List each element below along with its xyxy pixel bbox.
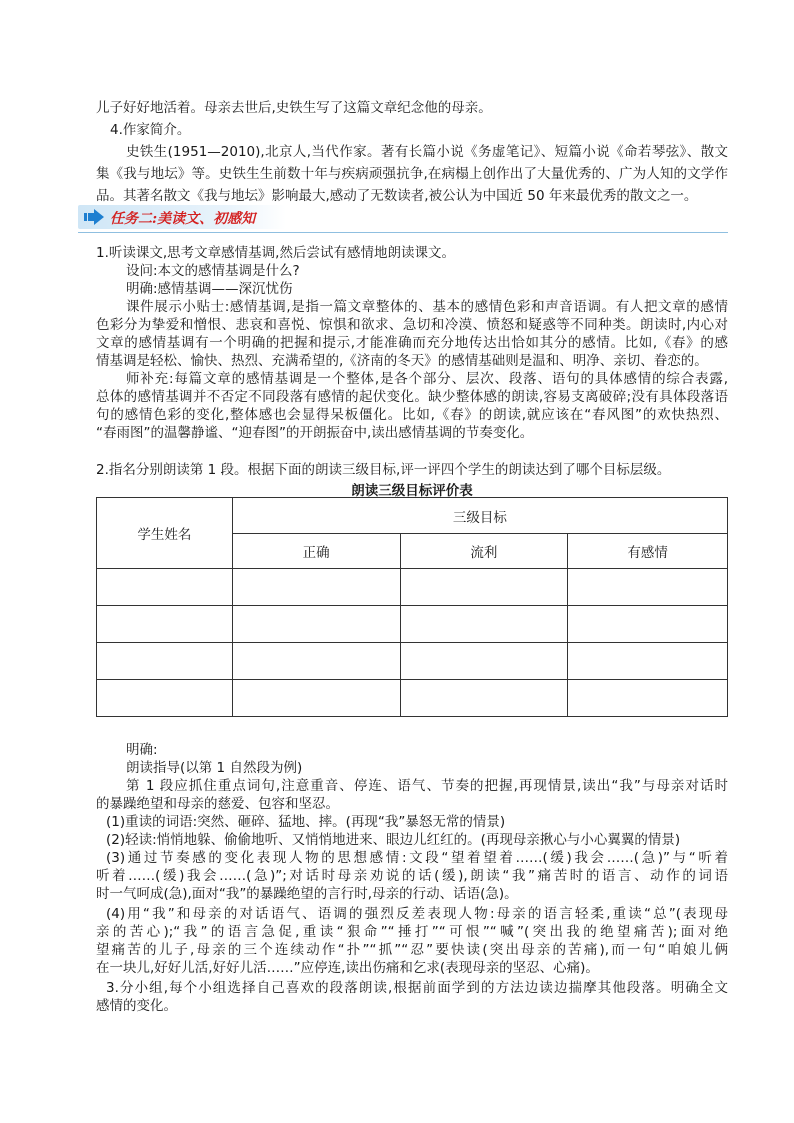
table-cell	[568, 643, 728, 680]
evaluation-table	[96, 497, 728, 717]
guide-item-3-line: 时一气呵成(急),面对“我”的暴躁绝望的言行时,母亲的行动、话语(急)。	[96, 886, 518, 902]
author-paragraph-line: 史铁生(1951—2010),北京人,当代作家。著有长篇小说《务虚笔记》、短篇小说《命若琴弦》、散文	[126, 144, 728, 160]
table-cell	[568, 606, 728, 643]
supplement-paragraph-line: 总体的感情基调并不否定不同段落有感情的起伏变化。缺少整体感的朗读,容易支离破碎;没有具体段落语	[96, 389, 728, 405]
table-row	[97, 643, 728, 680]
question-1-ask: 设问:本文的感情基调是什么?	[126, 263, 300, 279]
header-student-name: 学生姓名	[97, 498, 233, 569]
supplement-paragraph-line: “春雨图”的温馨静谧、“迎春图”的开朗振奋中,读出感情基调的节奏变化。	[96, 425, 534, 441]
question-1-answer: 明确:感情基调——深沉忧伤	[126, 281, 293, 297]
table-row	[97, 569, 728, 606]
guide-heading: 朗读指导(以第 1 自然段为例)	[126, 760, 303, 776]
header-three-level-goal: 三级目标	[232, 498, 727, 534]
header-correct: 正确	[232, 534, 400, 569]
table-cell	[97, 569, 233, 606]
question-3-line: 感情的变化。	[96, 998, 177, 1014]
banner-divider	[78, 232, 728, 233]
tip-paragraph-line: 课件展示小贴士:感情基调,是指一篇文章整体的、基本的感情色彩和声音语调。有人把文章的感情	[126, 299, 728, 315]
table-row	[97, 606, 728, 643]
table-cell	[232, 606, 400, 643]
table-caption: 朗读三级目标评价表	[351, 483, 473, 499]
author-paragraph-line: 集《我与地坛》等。史铁生生前数十年与疾病顽强抗争,在病榻上创作出了大量优秀的、广为人知的文学作	[96, 166, 728, 182]
table-cell	[568, 569, 728, 606]
table-cell	[232, 569, 400, 606]
question-3-line: 3.分小组,每个小组选择自己喜欢的段落朗读,根据前面学到的方法边读边揣摩其他段落。明确全文	[106, 980, 728, 996]
task-banner	[78, 205, 288, 231]
table-cell	[400, 569, 568, 606]
tip-paragraph-line: 情基调是轻松、愉快、热烈、充满希望的,《济南的冬天》的感情基础则是温和、明净、亲切、眷恋的。	[96, 353, 708, 369]
arrow-right-icon	[84, 209, 104, 225]
table-row	[97, 680, 728, 717]
answer-heading: 明确:	[126, 742, 158, 758]
header-fluent: 流利	[400, 534, 568, 569]
author-heading: 4.作家简介。	[110, 122, 191, 138]
guide-item-4-line: 亲的苦心);“我”的语言急促,重读“狠命”“捶打”“可恨”“喊”(突出我的绝望痛苦);面对绝	[96, 924, 728, 940]
guide-item-3-line: 听着……(缓)我会……(急)”;对话时母亲劝说的话(缓),朗读“我”痛苦时的语言、动作的词语	[96, 868, 728, 884]
guide-paragraph-line: 第 1 段应抓住重点词句,注意重音、停连、语气、节奏的把握,再现情景,读出“我”与母亲对话时	[126, 778, 728, 794]
header-emotion: 有感情	[568, 534, 728, 569]
guide-item-3-line: (3)通过节奏感的变化表现人物的思想感情:文段“望着望着……(缓)我会……(急)”与“听着	[106, 850, 728, 866]
guide-item-2: (2)轻读:悄悄地躲、偷偷地听、又悄悄地进来、眼边儿红红的。(再现母亲揪心与小心翼翼的情景)	[106, 832, 681, 848]
author-paragraph-line: 品。其著名散文《我与地坛》影响最大,感动了无数读者,被公认为中国近 50 年来最优秀的散文之一。	[96, 188, 698, 204]
guide-paragraph-line: 的暴躁绝望和母亲的慈爱、包容和坚忍。	[96, 796, 339, 812]
table-cell	[97, 606, 233, 643]
table-cell	[97, 680, 233, 717]
supplement-paragraph-line: 师补充:每篇文章的感情基调是一个整体,是各个部分、层次、段落、语句的具体感情的综合表露,	[126, 371, 728, 387]
table-cell	[400, 606, 568, 643]
table-cell	[400, 680, 568, 717]
table-cell	[232, 643, 400, 680]
task-banner-title: 任务二:美读文、初感知	[110, 211, 256, 227]
guide-item-4-line: 望痛苦的儿子,母亲的三个连续动作“扑”“抓”“忍”要快读(突出母亲的苦痛),而一句“咱娘儿俩	[96, 942, 728, 958]
guide-item-4-line: 在一块儿,好好儿活,好好儿活……”应停连,读出伤痛和乞求(表现母亲的坚忍、心痛)。	[96, 960, 599, 976]
question-1: 1.听读课文,思考文章感情基调,然后尝试有感情地朗读课文。	[96, 245, 455, 261]
table-cell	[232, 680, 400, 717]
tip-paragraph-line: 色彩分为挚爱和憎恨、悲哀和喜悦、惊惧和欲求、急切和冷漠、愤怒和疑惑等不同种类。朗读时,内心对	[96, 317, 728, 333]
tip-paragraph-line: 文章的感情基调有一个明确的把握和提示,才能准确而充分地传达出恰如其分的感情。比如,《春》的感	[96, 335, 728, 351]
question-2: 2.指名分别朗读第 1 段。根据下面的朗读三级目标,评一评四个学生的朗读达到了哪个目标层级。	[96, 462, 671, 478]
table-cell	[400, 643, 568, 680]
guide-item-1: (1)重读的词语:突然、砸碎、猛地、摔。(再现“我”暴怒无常的情景)	[106, 814, 506, 830]
intro-paragraph-end: 儿子好好地活着。母亲去世后,史铁生写了这篇文章纪念他的母亲。	[96, 100, 492, 116]
table-cell	[568, 680, 728, 717]
supplement-paragraph-line: 句的感情色彩的变化,整体感也会显得呆板僵化。比如,《春》的朗读,就应该在“春风图”的欢快热烈、	[96, 407, 728, 423]
guide-item-4-line: (4)用“我”和母亲的对话语气、语调的强烈反差表现人物:母亲的语言轻柔,重读“总”(表现母	[106, 906, 728, 922]
table-cell	[97, 643, 233, 680]
